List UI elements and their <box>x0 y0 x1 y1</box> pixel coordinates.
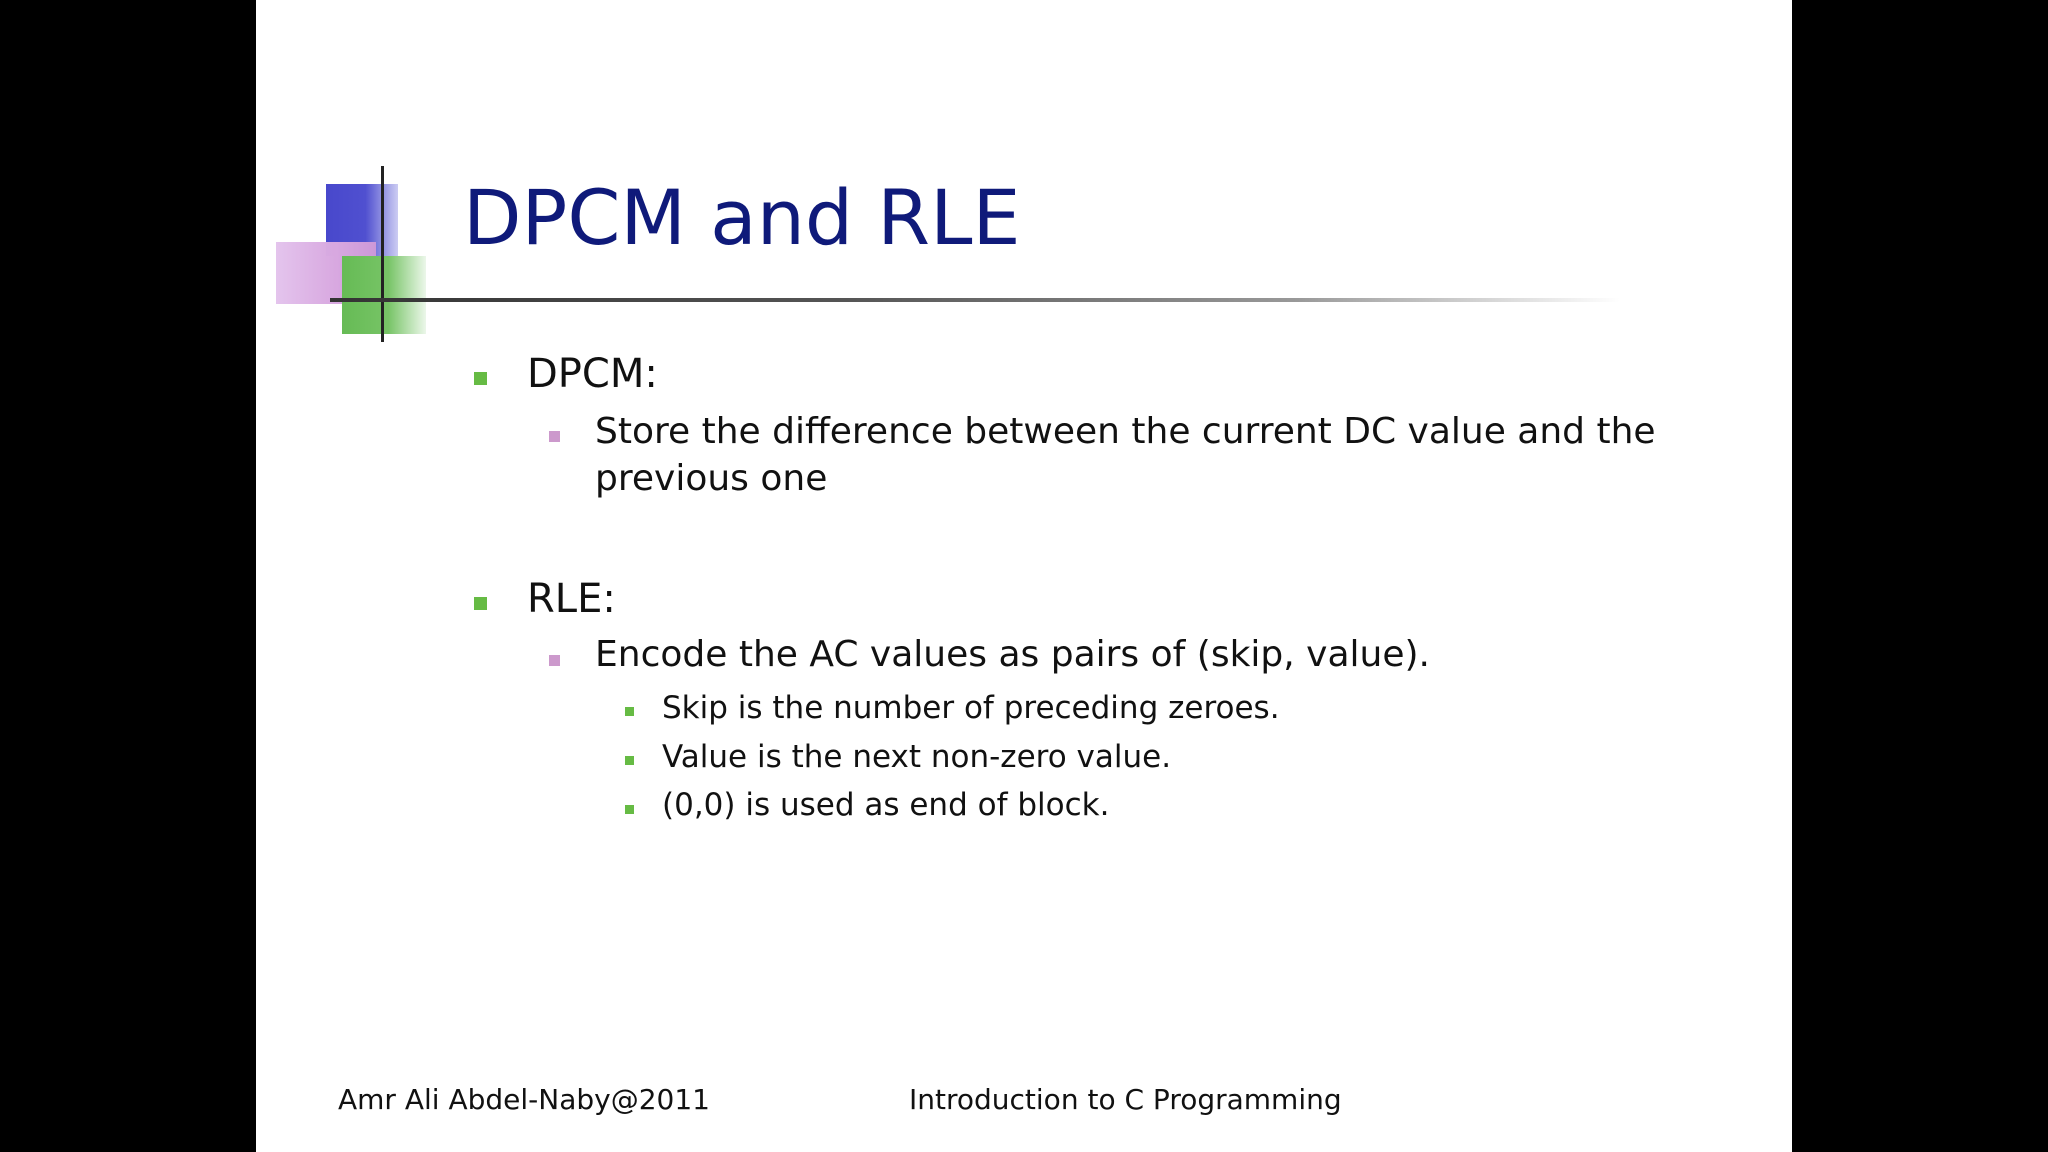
footer-author: Amr Ali Abdel-Naby@2011 <box>338 1083 710 1116</box>
bullet-dpcm-label: DPCM: <box>527 351 658 397</box>
bullet-marker-level1 <box>474 597 487 610</box>
decoration-vertical-line <box>381 166 384 342</box>
bullet-marker-level3 <box>625 805 634 814</box>
bullet-dpcm-subitem-line2: previous one <box>595 458 828 499</box>
bullet-rle-subitem: Encode the AC values as pairs of (skip, value). <box>595 634 1430 675</box>
decoration-green-square <box>342 256 426 334</box>
bullet-rle-detail: (0,0) is used as end of block. <box>662 787 1110 823</box>
bullet-marker-level3 <box>625 756 634 765</box>
bullet-marker-level1 <box>474 372 487 385</box>
bullet-dpcm-subitem <box>595 408 1656 502</box>
slide <box>256 0 1792 1152</box>
bullet-dpcm-subitem-line1: Store the difference between the current DC value and the <box>595 411 1656 452</box>
bullet-rle-label: RLE: <box>527 576 616 622</box>
bullet-rle-detail: Value is the next non-zero value. <box>662 739 1172 775</box>
bullet-rle-detail: Skip is the number of preceding zeroes. <box>662 690 1280 726</box>
title-decoration <box>276 160 426 350</box>
bullet-marker-level2 <box>549 431 560 442</box>
title-underline <box>330 298 1620 302</box>
slide-title: DPCM and RLE <box>463 173 1021 262</box>
bullet-marker-level3 <box>625 707 634 716</box>
footer-course: Introduction to C Programming <box>909 1083 1342 1116</box>
bullet-marker-level2 <box>549 655 560 666</box>
